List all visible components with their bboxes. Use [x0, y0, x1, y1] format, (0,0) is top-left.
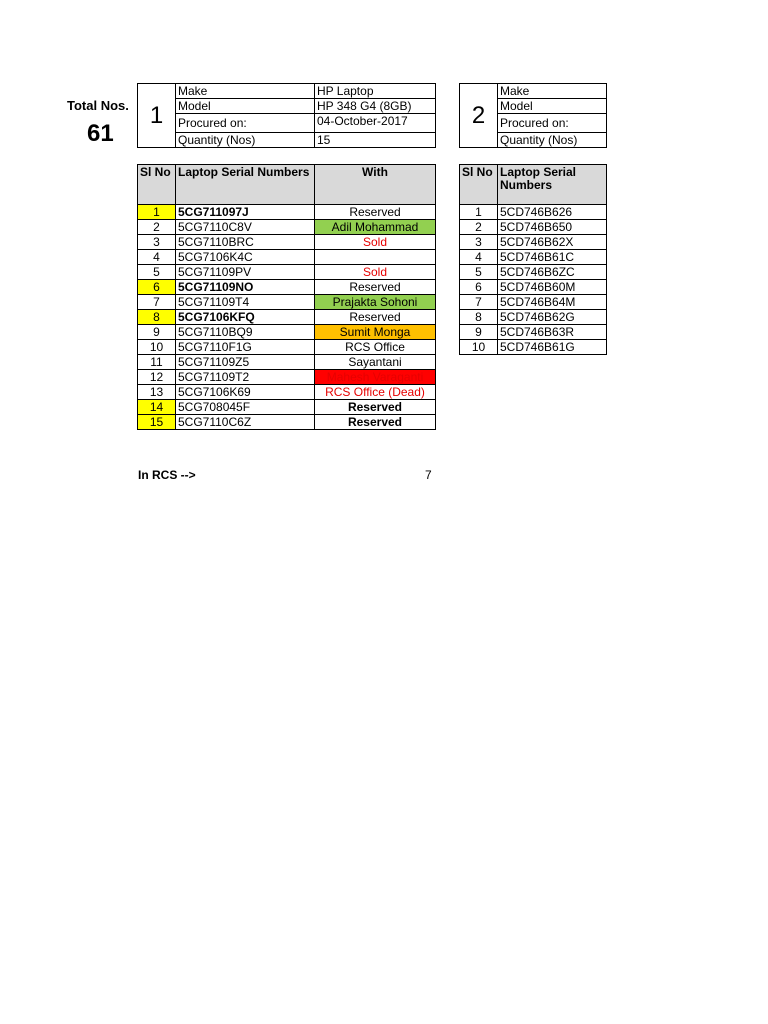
group2-serial-table [459, 164, 607, 355]
assigned-to-cell: RCS Office [315, 340, 436, 355]
assigned-to-cell: Reserved [315, 415, 436, 430]
group2-procured-label: Procured on: [498, 114, 607, 133]
group2-header-serial: Laptop Serial Numbers [498, 165, 607, 205]
serial-number-cell: 5CG711097J [176, 205, 315, 220]
table-row [460, 340, 607, 355]
serial-number-cell: 5CG71109Z5 [176, 355, 315, 370]
group2-info-row-make [460, 84, 607, 99]
sl-no-cell: 5 [460, 265, 498, 280]
group1-rows [138, 205, 436, 430]
table-row [460, 250, 607, 265]
assigned-to-cell: RCS Office (Dead) [315, 385, 436, 400]
group1-model-value: HP 348 G4 (8GB) [315, 99, 436, 114]
sl-no-cell: 12 [138, 370, 176, 385]
sl-no-cell: 6 [460, 280, 498, 295]
serial-number-cell: 5CD746B60M [498, 280, 607, 295]
assigned-to-cell: Mahesh Varaganti [315, 370, 436, 385]
table-row [138, 415, 436, 430]
group1-info-row-quantity [138, 133, 436, 148]
sl-no-cell: 11 [138, 355, 176, 370]
group2-info-table [459, 83, 607, 148]
group2-index: 2 [460, 84, 498, 148]
table-row [138, 295, 436, 310]
table-row [138, 205, 436, 220]
table-row [460, 205, 607, 220]
group1-quantity-label: Quantity (Nos) [176, 133, 315, 148]
table-row [460, 220, 607, 235]
serial-number-cell: 5CD746B63R [498, 325, 607, 340]
serial-number-cell: 5CG7106KFQ [176, 310, 315, 325]
serial-number-cell: 5CG7106K69 [176, 385, 315, 400]
sl-no-cell: 7 [460, 295, 498, 310]
sl-no-cell: 3 [138, 235, 176, 250]
serial-number-cell: 5CD746B61G [498, 340, 607, 355]
group1-procured-label: Procured on: [176, 114, 315, 133]
table-row [138, 370, 436, 385]
table-row [138, 265, 436, 280]
sl-no-cell: 10 [138, 340, 176, 355]
group1-info-row-procured [138, 114, 436, 133]
assigned-to-cell: Reserved [315, 310, 436, 325]
sl-no-cell: 4 [138, 250, 176, 265]
table-row [460, 235, 607, 250]
group1-make-value: HP Laptop [315, 84, 436, 99]
sl-no-cell: 8 [460, 310, 498, 325]
sl-no-cell: 6 [138, 280, 176, 295]
group1-procured-value: 04-October-2017 [315, 114, 436, 133]
serial-number-cell: 5CD746B6ZC [498, 265, 607, 280]
group2-rows [460, 205, 607, 355]
sl-no-cell: 5 [138, 265, 176, 280]
table-row [460, 325, 607, 340]
group1-header-serial: Laptop Serial Numbers [176, 165, 315, 205]
serial-number-cell: 5CD746B64M [498, 295, 607, 310]
group1-info-row-model [138, 99, 436, 114]
serial-number-cell: 5CD746B650 [498, 220, 607, 235]
sl-no-cell: 3 [460, 235, 498, 250]
assigned-to-cell: Sold [315, 235, 436, 250]
table-row [138, 280, 436, 295]
assigned-to-cell: Sold [315, 265, 436, 280]
table-row [138, 235, 436, 250]
assigned-to-cell: Sumit Monga [315, 325, 436, 340]
sl-no-cell: 8 [138, 310, 176, 325]
serial-number-cell: 5CG7110BRC [176, 235, 315, 250]
group2-quantity-label: Quantity (Nos) [498, 133, 607, 148]
serial-number-cell: 5CG71109T4 [176, 295, 315, 310]
serial-number-cell: 5CG7110C6Z [176, 415, 315, 430]
total-label: Total Nos. [67, 98, 129, 113]
sl-no-cell: 2 [138, 220, 176, 235]
assigned-to-cell: Reserved [315, 400, 436, 415]
group1-quantity-value: 15 [315, 133, 436, 148]
assigned-to-cell [315, 250, 436, 265]
in-rcs-label: In RCS --> [138, 468, 196, 482]
group1-make-label: Make [176, 84, 315, 99]
group1-info-table [137, 83, 436, 148]
table-row [138, 340, 436, 355]
group1-info-row-make [138, 84, 436, 99]
serial-number-cell: 5CG71109T2 [176, 370, 315, 385]
group1-serial-table [137, 164, 436, 430]
sl-no-cell: 2 [460, 220, 498, 235]
table-row [138, 220, 436, 235]
table-row [138, 310, 436, 325]
sl-no-cell: 1 [460, 205, 498, 220]
table-row [460, 265, 607, 280]
sl-no-cell: 7 [138, 295, 176, 310]
total-value: 61 [87, 120, 114, 147]
group1-index: 1 [138, 84, 176, 148]
group1-header-row [138, 165, 436, 205]
serial-number-cell: 5CG71109NO [176, 280, 315, 295]
assigned-to-cell: Reserved [315, 280, 436, 295]
assigned-to-cell: Prajakta Sohoni [315, 295, 436, 310]
sl-no-cell: 9 [138, 325, 176, 340]
assigned-to-cell: Adil Mohammad [315, 220, 436, 235]
table-row [460, 280, 607, 295]
sl-no-cell: 10 [460, 340, 498, 355]
serial-number-cell: 5CD746B61C [498, 250, 607, 265]
table-row [138, 355, 436, 370]
table-row [138, 400, 436, 415]
serial-number-cell: 5CG708045F [176, 400, 315, 415]
serial-number-cell: 5CD746B62X [498, 235, 607, 250]
table-row [460, 310, 607, 325]
serial-number-cell: 5CD746B62G [498, 310, 607, 325]
table-row [138, 385, 436, 400]
group1-header-sl: Sl No [138, 165, 176, 205]
serial-number-cell: 5CG7110C8V [176, 220, 315, 235]
table-row [138, 325, 436, 340]
sl-no-cell: 1 [138, 205, 176, 220]
serial-number-cell: 5CG7110BQ9 [176, 325, 315, 340]
group2-header-sl: Sl No [460, 165, 498, 205]
table-row [460, 295, 607, 310]
serial-number-cell: 5CG7110F1G [176, 340, 315, 355]
serial-number-cell: 5CG7106K4C [176, 250, 315, 265]
group1-model-label: Model [176, 99, 315, 114]
group2-model-label: Model [498, 99, 607, 114]
sl-no-cell: 9 [460, 325, 498, 340]
in-rcs-value: 7 [425, 468, 432, 482]
group2-header-row [460, 165, 607, 205]
sl-no-cell: 15 [138, 415, 176, 430]
assigned-to-cell: Reserved [315, 205, 436, 220]
sl-no-cell: 13 [138, 385, 176, 400]
table-row [138, 250, 436, 265]
sl-no-cell: 14 [138, 400, 176, 415]
sl-no-cell: 4 [460, 250, 498, 265]
serial-number-cell: 5CG71109PV [176, 265, 315, 280]
group1-header-with: With [315, 165, 436, 205]
serial-number-cell: 5CD746B626 [498, 205, 607, 220]
group2-make-label: Make [498, 84, 607, 99]
assigned-to-cell: Sayantani [315, 355, 436, 370]
